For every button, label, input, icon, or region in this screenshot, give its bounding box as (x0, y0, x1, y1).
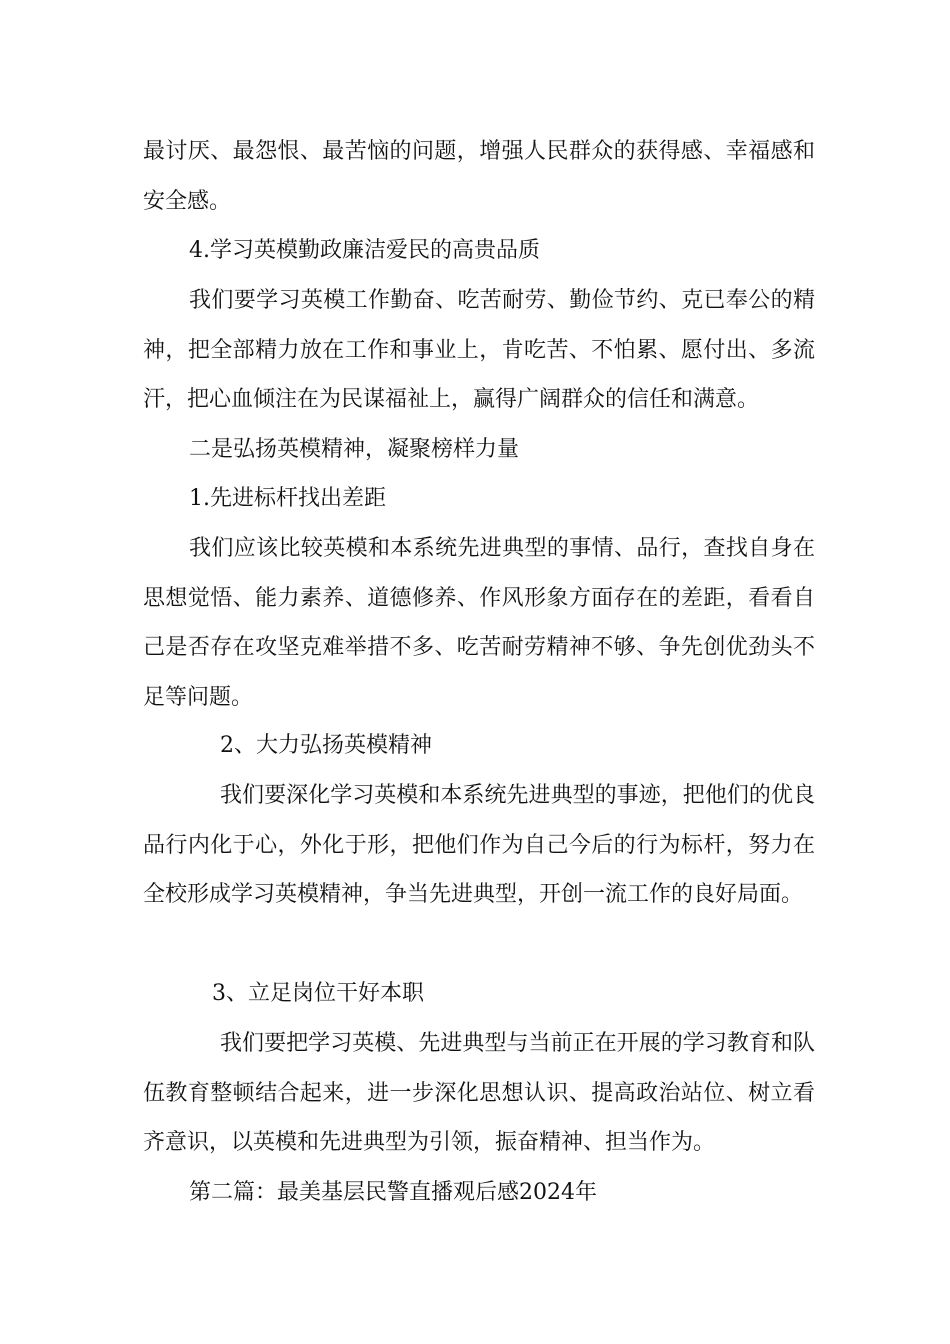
section-heading-2: 二是弘扬英模精神，凝聚榜样力量 (189, 437, 520, 462)
heading-4: 4.学习英模勤政廉洁爱民的高贵品质 (189, 238, 540, 263)
heading-3: 3、立足岗位干好本职 (212, 981, 424, 1006)
paragraph-continuation: 最讨厌、最怨恨、最苦恼的问题，增强人民群众的获得感、幸福感和安全感。 (143, 139, 815, 214)
paragraph-find-gaps: 我们应该比较英模和本系统先进典型的事情、品行，查找自身在思想觉悟、能力素养、道德修养、作风形象方面存在的差距，看看自己是否存在攻坚克难举措不多、吃苦耐劳精神不够、争先创优劲头不足等问题。 (143, 536, 815, 710)
chapter-title-2: 第二篇：最美基层民警直播观后感2024年 (189, 1180, 597, 1205)
paragraph-do-job-well: 我们要把学习英模、先进典型与当前正在开展的学习教育和队伍教育整顿结合起来，进一步深化思想认识、提高政治站位、树立看齐意识，以英模和先进典型为引领，振奋精神、担当作为。 (143, 1031, 815, 1155)
paragraph-learn-spirit: 我们要学习英模工作勤奋、吃苦耐劳、勤俭节约、克已奉公的精神，把全部精力放在工作和事业上，肯吃苦、不怕累、愿付出、多流汗，把心血倾注在为民谋福祉上，赢得广阔群众的信任和满意。 (143, 288, 815, 412)
paragraph-promote-spirit: 我们要深化学习英模和本系统先进典型的事迹，把他们的优良品行内化于心，外化于形，把他们作为自己今后的行为标杆，努力在全校形成学习英模精神，争当先进典型，开创一流工作的良好局面。 (143, 783, 815, 907)
heading-2: 2、大力弘扬英模精神 (220, 733, 432, 758)
heading-1: 1.先进标杆找出差距 (189, 486, 386, 511)
